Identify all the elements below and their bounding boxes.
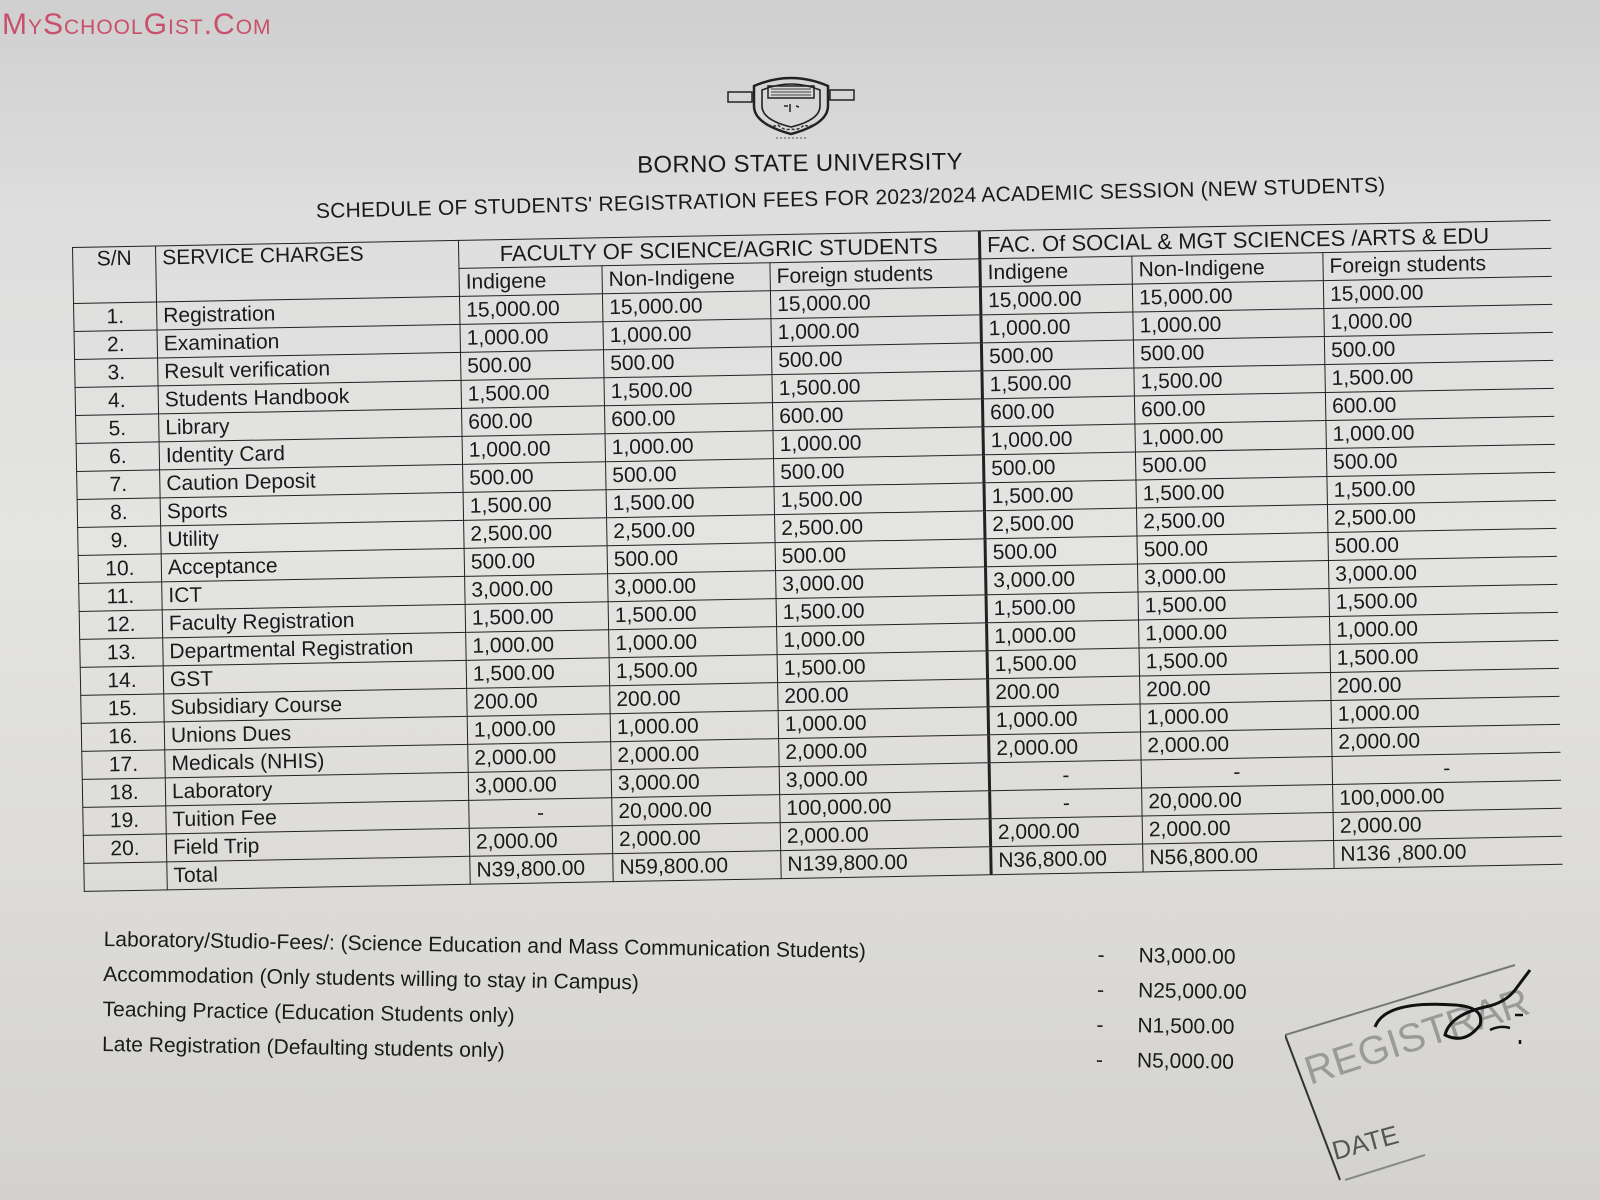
row-fee-value: 1,500.00 <box>1327 472 1556 504</box>
row-fee-value: 2,500.00 <box>464 518 607 549</box>
row-sn: 20. <box>83 834 166 864</box>
row-fee-value: 600.00 <box>462 406 605 437</box>
row-sn: 8. <box>77 498 160 528</box>
row-fee-value: 1,500.00 <box>608 599 776 630</box>
row-service: Registration <box>157 296 460 330</box>
row-sn: 11. <box>79 582 162 612</box>
row-fee-value: 500.00 <box>983 452 1135 483</box>
row-fee-value: 600.00 <box>1134 393 1325 424</box>
university-name: BORNO STATE UNIVERSITY <box>636 148 964 179</box>
row-service: Identity Card <box>159 436 462 470</box>
row-service: Examination <box>157 324 460 358</box>
row-fee-value: 1,500.00 <box>1134 365 1325 396</box>
row-sn: 3. <box>75 358 158 388</box>
col-service-header: SERVICE CHARGES <box>155 240 459 302</box>
row-sn: 10. <box>78 554 161 584</box>
row-sn: 5. <box>76 414 159 444</box>
row-fee-value: 2,500.00 <box>1136 505 1327 536</box>
extra-fee-dot: - <box>1096 1013 1104 1037</box>
row-fee-value: 2,500.00 <box>607 515 775 546</box>
row-sn: 2. <box>74 330 157 360</box>
row-fee-value: 1,000.00 <box>605 431 773 462</box>
row-sn: 18. <box>82 778 165 808</box>
row-fee-value: 2,000.00 <box>469 826 612 857</box>
row-fee-value: 1,000.00 <box>981 312 1133 343</box>
row-fee-value: 1,000.00 <box>777 623 987 655</box>
row-fee-value: 3,000.00 <box>1137 561 1328 592</box>
row-fee-value: 1,500.00 <box>777 651 987 683</box>
row-sn: 1. <box>74 302 157 332</box>
extra-fee-dot: - <box>1096 978 1105 1002</box>
row-fee-value: 200.00 <box>1140 673 1331 704</box>
row-fee-value: 500.00 <box>463 462 606 493</box>
row-fee-value: 1,500.00 <box>984 480 1136 511</box>
row-fee-value: 1,000.00 <box>983 424 1135 455</box>
row-fee-value: 2,000.00 <box>612 823 780 854</box>
row-fee-value: 15,000.00 <box>1132 281 1323 312</box>
row-fee-value: 2,000.00 <box>990 816 1142 847</box>
additional-fees <box>102 922 1299 1081</box>
extra-fee-dot: - <box>1095 1048 1104 1072</box>
row-fee-value: 1,000.00 <box>610 711 778 742</box>
row-fee-value: 3,000.00 <box>465 574 608 605</box>
row-sn: 15. <box>81 694 164 724</box>
row-fee-value: 200.00 <box>1331 668 1560 700</box>
row-fee-value: 1,000.00 <box>1135 421 1326 452</box>
row-fee-value: 15,000.00 <box>980 284 1132 315</box>
row-fee-value: 1,500.00 <box>1138 589 1329 620</box>
row-fee-value: 500.00 <box>607 543 775 574</box>
row-sn: 13. <box>80 638 163 668</box>
row-fee-value: 600.00 <box>982 396 1134 427</box>
row-service: Laboratory <box>165 772 468 806</box>
row-fee-value: 100,000.00 <box>1333 780 1562 812</box>
row-fee-value: 2,000.00 <box>1141 728 1332 759</box>
row-fee-value: 1,000.00 <box>1139 617 1330 648</box>
extra-fee-amount: N25,000.00 <box>1137 978 1247 1004</box>
row-fee-value: 1,500.00 <box>465 602 608 633</box>
row-fee-value: 2,000.00 <box>780 819 990 851</box>
row-service: Medicals (NHIS) <box>165 744 468 778</box>
row-fee-value: 1,500.00 <box>1136 477 1327 508</box>
row-fee-value: 15,000.00 <box>770 287 980 319</box>
row-fee-value: 500.00 <box>1328 528 1557 560</box>
row-sn <box>84 862 167 892</box>
row-fee-value: 600.00 <box>604 403 772 434</box>
col-sn-header: S/N <box>73 246 157 304</box>
sub-header: Foreign students <box>1323 248 1552 280</box>
row-fee-value: 20,000.00 <box>1142 784 1333 815</box>
group-social-arts-header: FAC. Of SOCIAL & MGT SCIENCES /ARTS & EDU <box>979 220 1551 258</box>
row-sn: 17. <box>82 750 165 780</box>
row-fee-value: 500.00 <box>1133 337 1324 368</box>
row-service: Unions Dues <box>164 716 467 750</box>
row-fee-value: 500.00 <box>771 343 981 375</box>
extra-fee-label: Laboratory/Studio-Fees/: (Science Education and Mass Communication Students) <box>103 927 867 963</box>
row-service: Library <box>159 408 462 442</box>
schedule-title: SCHEDULE OF STUDENTS' REGISTRATION FEES FOR 2023/2024 ACADEMIC SESSION (NEW STUDENTS) <box>315 173 1386 223</box>
watermark: MySchoolGist.Com <box>2 8 272 41</box>
row-fee-value: 1,500.00 <box>776 595 986 627</box>
row-fee-value: 500.00 <box>985 536 1137 567</box>
row-service: Tuition Fee <box>166 800 469 834</box>
row-fee-value: - <box>1332 752 1561 784</box>
extra-fee-amount: N5,000.00 <box>1136 1048 1235 1074</box>
row-sn: 9. <box>78 526 161 556</box>
fees-table <box>72 220 1563 892</box>
row-fee-value: 2,000.00 <box>1333 808 1562 840</box>
row-service: ICT <box>162 576 465 610</box>
row-fee-value: 2,500.00 <box>775 511 985 543</box>
row-fee-value: 1,500.00 <box>987 648 1139 679</box>
row-fee-value: 500.00 <box>773 455 983 487</box>
row-fee-value: 1,500.00 <box>1139 645 1330 676</box>
row-fee-value: 1,500.00 <box>606 487 774 518</box>
row-fee-value: 20,000.00 <box>612 795 780 826</box>
row-fee-value: 2,000.00 <box>468 742 611 773</box>
row-fee-value: 2,000.00 <box>1142 812 1333 843</box>
row-fee-value: 1,000.00 <box>988 704 1140 735</box>
stamp-registrar-text: REGISTRAR <box>1299 979 1535 1094</box>
row-fee-value: 100,000.00 <box>780 791 990 823</box>
row-sn: 4. <box>75 386 158 416</box>
row-fee-value: 1,000.00 <box>1331 696 1560 728</box>
row-sn: 16. <box>81 722 164 752</box>
row-fee-value: 3,000.00 <box>1328 556 1557 588</box>
row-fee-value: 2,000.00 <box>779 735 989 767</box>
sub-header: Foreign students <box>770 259 980 291</box>
row-fee-value: 1,000.00 <box>467 714 610 745</box>
row-fee-value: 15,000.00 <box>602 291 770 322</box>
row-service: Sports <box>160 492 463 526</box>
row-fee-value: - <box>989 760 1141 791</box>
row-service: Field Trip <box>166 828 469 862</box>
row-fee-value: 1,000.00 <box>609 627 777 658</box>
sub-header: Indigene <box>980 256 1132 287</box>
stamp-date-text: DATE <box>1328 1119 1402 1166</box>
total-label: Total <box>167 856 470 890</box>
row-fee-value: 1,500.00 <box>463 490 606 521</box>
row-fee-value: 1,000.00 <box>773 427 983 459</box>
row-fee-value: 1,000.00 <box>1140 701 1331 732</box>
row-fee-value: 2,000.00 <box>611 739 779 770</box>
sub-header: Indigene <box>459 266 602 297</box>
row-fee-value: 1,000.00 <box>1324 304 1553 336</box>
row-fee-value: 500.00 <box>606 459 774 490</box>
row-fee-value: 1,500.00 <box>461 378 604 409</box>
row-fee-value: 500.00 <box>1135 449 1326 480</box>
row-fee-value: 1,000.00 <box>987 620 1139 651</box>
extra-fee-label: Late Registration (Defaulting students only) <box>101 1032 505 1062</box>
row-service: Result verification <box>158 352 461 386</box>
row-fee-value: 1,500.00 <box>986 592 1138 623</box>
row-fee-value: 3,000.00 <box>779 763 989 795</box>
extra-fee-label: Accommodation (Only students willing to stay in Campus) <box>103 962 640 994</box>
row-fee-value: 500.00 <box>1324 332 1553 364</box>
university-crest-icon <box>724 72 858 142</box>
extra-fee-dot: - <box>1097 943 1105 967</box>
row-sn: 14. <box>80 666 163 696</box>
row-fee-value: 1,500.00 <box>774 483 984 515</box>
row-sn: 12. <box>79 610 162 640</box>
row-fee-value: 1,500.00 <box>1325 360 1554 392</box>
row-fee-value: 2,000.00 <box>989 732 1141 763</box>
row-service: Faculty Registration <box>162 604 465 638</box>
row-fee-value: 1,000.00 <box>778 707 988 739</box>
row-sn: 6. <box>76 442 159 472</box>
row-fee-value: 500.00 <box>1137 533 1328 564</box>
row-fee-value: 1,500.00 <box>604 375 772 406</box>
row-fee-value: 200.00 <box>988 676 1140 707</box>
row-fee-value: 2,000.00 <box>1332 724 1561 756</box>
row-fee-value: 1,000.00 <box>1329 612 1558 644</box>
row-fee-value: 200.00 <box>778 679 988 711</box>
row-sn: 7. <box>77 470 160 500</box>
row-sn: 19. <box>83 806 166 836</box>
row-fee-value: 1,000.00 <box>462 434 605 465</box>
row-fee-value: 1,000.00 <box>466 630 609 661</box>
row-fee-value: 3,000.00 <box>468 770 611 801</box>
row-fee-value: 1,500.00 <box>772 371 982 403</box>
row-fee-value: 2,500.00 <box>984 508 1136 539</box>
row-fee-value: 500.00 <box>460 350 603 381</box>
row-fee-value: 1,500.00 <box>982 368 1134 399</box>
sub-header: Non-Indigene <box>1132 253 1323 284</box>
row-fee-value: 2,500.00 <box>1327 500 1556 532</box>
row-fee-value: 1,500.00 <box>609 655 777 686</box>
total-value: N56,800.00 <box>1143 840 1334 871</box>
row-fee-value: 15,000.00 <box>1323 276 1552 308</box>
row-fee-value: 200.00 <box>610 683 778 714</box>
row-fee-value: 3,000.00 <box>611 767 779 798</box>
row-fee-value: 1,500.00 <box>1330 640 1559 672</box>
row-fee-value: 1,500.00 <box>1329 584 1558 616</box>
row-fee-value: 500.00 <box>464 546 607 577</box>
row-fee-value: 1,500.00 <box>466 658 609 689</box>
row-service: Utility <box>161 520 464 554</box>
row-fee-value: 1,000.00 <box>1326 416 1555 448</box>
row-fee-value: 1,000.00 <box>1133 309 1324 340</box>
registrar-stamp <box>1285 955 1600 1185</box>
total-value: N139,800.00 <box>781 847 991 879</box>
row-fee-value: 500.00 <box>1326 444 1555 476</box>
row-fee-value: 1,000.00 <box>771 315 981 347</box>
fees-table-container <box>72 220 1563 892</box>
row-fee-value: 500.00 <box>981 340 1133 371</box>
extra-fee-amount: N1,500.00 <box>1137 1013 1235 1039</box>
row-service: Subsidiary Course <box>164 688 467 722</box>
row-fee-value: 3,000.00 <box>608 571 776 602</box>
total-value: N136 ,800.00 <box>1334 836 1563 868</box>
row-service: Departmental Registration <box>163 632 466 666</box>
row-service: Acceptance <box>161 548 464 582</box>
row-fee-value: 500.00 <box>775 539 985 571</box>
row-fee-value: - <box>469 798 612 829</box>
row-fee-value: - <box>990 788 1142 819</box>
total-value: N39,800.00 <box>470 854 613 885</box>
row-service: Caution Deposit <box>160 464 463 498</box>
row-fee-value: 600.00 <box>772 399 982 431</box>
sub-header: Non-Indigene <box>602 263 770 294</box>
row-fee-value: 1,000.00 <box>603 319 771 350</box>
row-service: GST <box>163 660 466 694</box>
row-service: Students Handbook <box>158 380 461 414</box>
extra-fee-amount: N3,000.00 <box>1138 943 1236 969</box>
row-fee-value: 200.00 <box>467 686 610 717</box>
total-value: N36,800.00 <box>991 844 1143 875</box>
row-fee-value: 1,000.00 <box>460 322 603 353</box>
total-value: N59,800.00 <box>613 851 781 882</box>
group-science-agric-header: FACULTY OF SCIENCE/AGRIC STUDENTS <box>458 231 979 269</box>
row-fee-value: - <box>1141 756 1332 787</box>
row-fee-value: 600.00 <box>1325 388 1554 420</box>
row-fee-value: 500.00 <box>603 347 771 378</box>
row-fee-value: 3,000.00 <box>986 564 1138 595</box>
row-fee-value: 3,000.00 <box>776 567 986 599</box>
row-fee-value: 15,000.00 <box>459 294 602 325</box>
extra-fee-label: Teaching Practice (Education Students only) <box>102 997 515 1027</box>
